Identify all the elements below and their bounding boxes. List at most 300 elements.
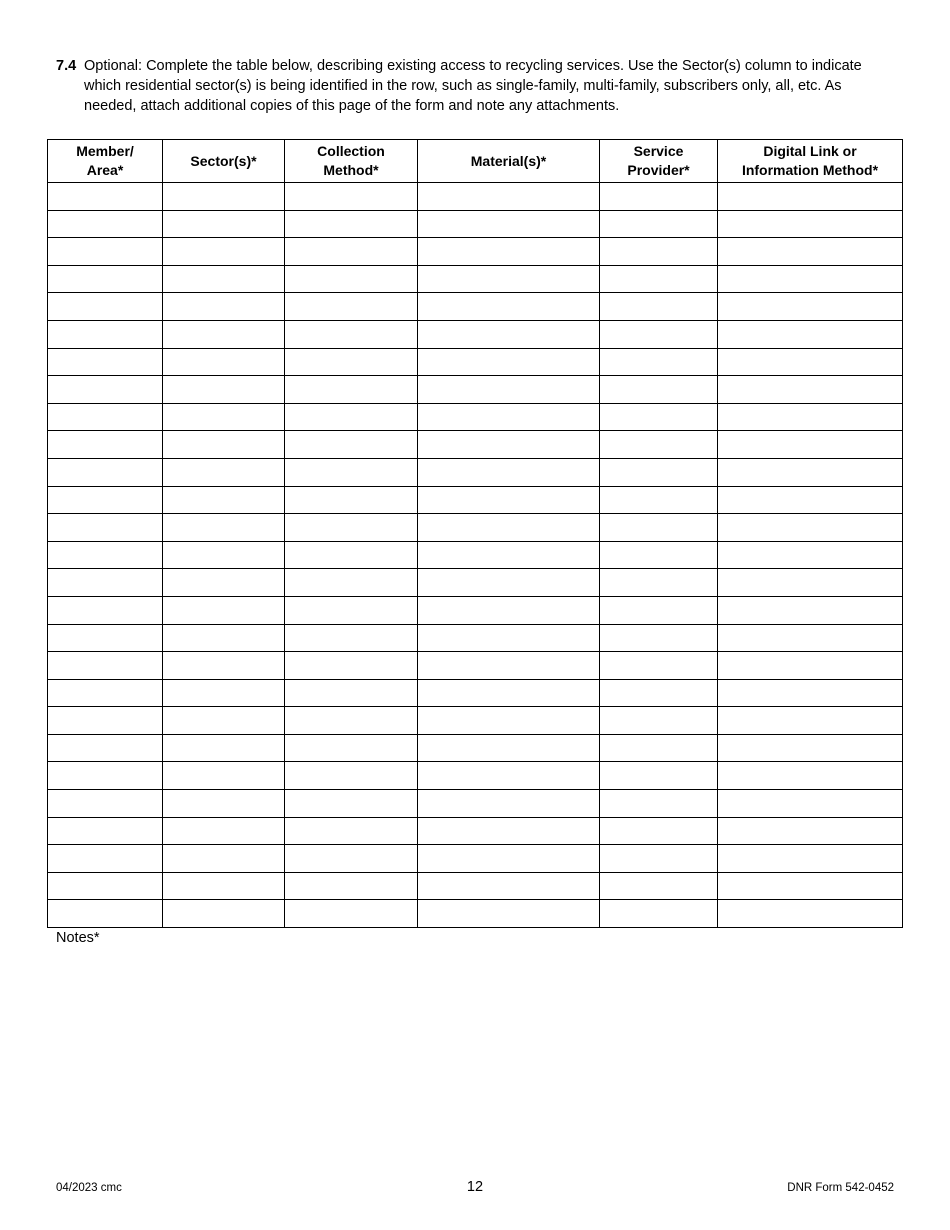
cell-member-area-input[interactable] bbox=[48, 900, 162, 927]
cell-member-area-input[interactable] bbox=[48, 211, 162, 238]
cell-materials bbox=[418, 376, 600, 404]
cell-materials-input[interactable] bbox=[418, 514, 599, 541]
cell-collection-method bbox=[285, 817, 418, 845]
cell-sectors bbox=[163, 541, 285, 569]
table-row bbox=[48, 762, 903, 790]
cell-sectors bbox=[163, 762, 285, 790]
cell-member-area bbox=[48, 265, 163, 293]
cell-materials-input[interactable] bbox=[418, 431, 599, 458]
cell-materials-input[interactable] bbox=[418, 707, 599, 734]
cell-digital-link-input[interactable] bbox=[718, 266, 902, 293]
cell-collection-method bbox=[285, 376, 418, 404]
cell-materials bbox=[418, 183, 600, 211]
table-header-row bbox=[48, 140, 903, 183]
cell-collection-method-input[interactable] bbox=[285, 818, 417, 845]
cell-sectors bbox=[163, 596, 285, 624]
cell-materials-input[interactable] bbox=[418, 404, 599, 431]
cell-materials-input[interactable] bbox=[418, 569, 599, 596]
cell-collection-method-input[interactable] bbox=[285, 845, 417, 872]
cell-member-area-input[interactable] bbox=[48, 349, 162, 376]
cell-service-provider-input[interactable] bbox=[600, 431, 717, 458]
cell-collection-method-input[interactable] bbox=[285, 873, 417, 900]
cell-digital-link bbox=[718, 734, 903, 762]
cell-service-provider bbox=[600, 762, 718, 790]
cell-service-provider bbox=[600, 348, 718, 376]
cell-sectors bbox=[163, 514, 285, 542]
cell-digital-link bbox=[718, 569, 903, 597]
cell-collection-method-input[interactable] bbox=[285, 404, 417, 431]
cell-digital-link bbox=[718, 431, 903, 459]
cell-member-area-input[interactable] bbox=[48, 680, 162, 707]
cell-materials-input[interactable] bbox=[418, 376, 599, 403]
cell-service-provider-input[interactable] bbox=[600, 211, 717, 238]
cell-collection-method bbox=[285, 652, 418, 680]
cell-member-area bbox=[48, 817, 163, 845]
cell-service-provider bbox=[600, 569, 718, 597]
cell-materials-input[interactable] bbox=[418, 735, 599, 762]
cell-service-provider-input[interactable] bbox=[600, 293, 717, 320]
cell-digital-link-input[interactable] bbox=[718, 762, 902, 789]
cell-collection-method-input[interactable] bbox=[285, 762, 417, 789]
cell-digital-link-input[interactable] bbox=[718, 238, 902, 265]
table-row bbox=[48, 210, 903, 238]
cell-materials-input[interactable] bbox=[418, 900, 599, 927]
cell-member-area-input[interactable] bbox=[48, 845, 162, 872]
cell-digital-link bbox=[718, 652, 903, 680]
cell-member-area bbox=[48, 734, 163, 762]
column-header-sectors bbox=[163, 140, 285, 183]
cell-digital-link-input[interactable] bbox=[718, 514, 902, 541]
cell-service-provider-input[interactable] bbox=[600, 818, 717, 845]
cell-member-area-input[interactable] bbox=[48, 487, 162, 514]
cell-collection-method bbox=[285, 486, 418, 514]
table-row bbox=[48, 486, 903, 514]
cell-sectors bbox=[163, 845, 285, 873]
cell-sectors-input[interactable] bbox=[163, 514, 284, 541]
cell-member-area-input[interactable] bbox=[48, 266, 162, 293]
cell-service-provider bbox=[600, 845, 718, 873]
cell-collection-method-input[interactable] bbox=[285, 569, 417, 596]
cell-service-provider-input[interactable] bbox=[600, 376, 717, 403]
cell-collection-method bbox=[285, 734, 418, 762]
cell-service-provider-input[interactable] bbox=[600, 404, 717, 431]
cell-member-area bbox=[48, 348, 163, 376]
cell-digital-link bbox=[718, 320, 903, 348]
cell-materials bbox=[418, 734, 600, 762]
cell-collection-method bbox=[285, 762, 418, 790]
cell-sectors bbox=[163, 486, 285, 514]
cell-materials-input[interactable] bbox=[418, 349, 599, 376]
cell-sectors-input[interactable] bbox=[163, 652, 284, 679]
cell-member-area bbox=[48, 183, 163, 211]
cell-service-provider-input[interactable] bbox=[600, 597, 717, 624]
cell-materials-input[interactable] bbox=[418, 293, 599, 320]
cell-collection-method-input[interactable] bbox=[285, 376, 417, 403]
cell-collection-method bbox=[285, 348, 418, 376]
cell-collection-method-input[interactable] bbox=[285, 514, 417, 541]
page-number: 12 bbox=[466, 1179, 484, 1195]
cell-digital-link bbox=[718, 293, 903, 321]
table-row bbox=[48, 183, 903, 211]
cell-collection-method-input[interactable] bbox=[285, 431, 417, 458]
cell-materials bbox=[418, 348, 600, 376]
cell-collection-method bbox=[285, 569, 418, 597]
cell-materials bbox=[418, 431, 600, 459]
cell-materials bbox=[418, 762, 600, 790]
cell-member-area-input[interactable] bbox=[48, 790, 162, 817]
column-header-digital-link bbox=[718, 140, 903, 183]
cell-service-provider bbox=[600, 293, 718, 321]
cell-service-provider bbox=[600, 376, 718, 404]
cell-service-provider-input[interactable] bbox=[600, 487, 717, 514]
cell-sectors-input[interactable] bbox=[163, 376, 284, 403]
cell-sectors bbox=[163, 403, 285, 431]
cell-digital-link-input[interactable] bbox=[718, 431, 902, 458]
cell-collection-method bbox=[285, 265, 418, 293]
table-row bbox=[48, 652, 903, 680]
cell-collection-method-input[interactable] bbox=[285, 266, 417, 293]
cell-collection-method-input[interactable] bbox=[285, 238, 417, 265]
cell-service-provider bbox=[600, 541, 718, 569]
cell-member-area bbox=[48, 652, 163, 680]
notes-label: Notes* bbox=[56, 930, 100, 946]
cell-digital-link-input[interactable] bbox=[718, 211, 902, 238]
cell-collection-method bbox=[285, 541, 418, 569]
cell-collection-method bbox=[285, 790, 418, 818]
cell-digital-link-input[interactable] bbox=[718, 680, 902, 707]
cell-member-area bbox=[48, 320, 163, 348]
cell-member-area-input[interactable] bbox=[48, 293, 162, 320]
cell-member-area bbox=[48, 514, 163, 542]
table-row bbox=[48, 872, 903, 900]
column-header-member-area bbox=[48, 140, 163, 183]
cell-digital-link bbox=[718, 376, 903, 404]
cell-service-provider-input[interactable] bbox=[600, 625, 717, 652]
cell-collection-method-input[interactable] bbox=[285, 900, 417, 927]
cell-sectors-input[interactable] bbox=[163, 321, 284, 348]
header-line: Digital Link or bbox=[763, 143, 857, 159]
cell-collection-method-input[interactable] bbox=[285, 459, 417, 486]
cell-collection-method-input[interactable] bbox=[285, 597, 417, 624]
cell-sectors bbox=[163, 569, 285, 597]
cell-member-area-input[interactable] bbox=[48, 569, 162, 596]
cell-digital-link-input[interactable] bbox=[718, 293, 902, 320]
cell-materials-input[interactable] bbox=[418, 321, 599, 348]
cell-sectors-input[interactable] bbox=[163, 183, 284, 210]
header-line: Sector(s)* bbox=[190, 152, 257, 169]
cell-digital-link-input[interactable] bbox=[718, 459, 902, 486]
cell-collection-method-input[interactable] bbox=[285, 542, 417, 569]
cell-service-provider bbox=[600, 707, 718, 735]
cell-sectors-input[interactable] bbox=[163, 293, 284, 320]
cell-sectors-input[interactable] bbox=[163, 818, 284, 845]
cell-digital-link-input[interactable] bbox=[718, 735, 902, 762]
cell-materials bbox=[418, 624, 600, 652]
cell-digital-link-input[interactable] bbox=[718, 900, 902, 927]
cell-member-area bbox=[48, 431, 163, 459]
table-row bbox=[48, 596, 903, 624]
cell-sectors bbox=[163, 624, 285, 652]
cell-member-area bbox=[48, 210, 163, 238]
cell-digital-link-input[interactable] bbox=[718, 487, 902, 514]
cell-sectors bbox=[163, 707, 285, 735]
cell-sectors-input[interactable] bbox=[163, 845, 284, 872]
cell-materials bbox=[418, 845, 600, 873]
cell-service-provider bbox=[600, 624, 718, 652]
cell-digital-link-input[interactable] bbox=[718, 349, 902, 376]
cell-member-area-input[interactable] bbox=[48, 762, 162, 789]
cell-member-area bbox=[48, 762, 163, 790]
cell-member-area bbox=[48, 403, 163, 431]
cell-digital-link-input[interactable] bbox=[718, 707, 902, 734]
cell-sectors bbox=[163, 652, 285, 680]
cell-member-area bbox=[48, 569, 163, 597]
header-line: Collection bbox=[317, 143, 385, 159]
cell-sectors bbox=[163, 790, 285, 818]
cell-materials bbox=[418, 458, 600, 486]
cell-materials-input[interactable] bbox=[418, 845, 599, 872]
cell-digital-link-input[interactable] bbox=[718, 183, 902, 210]
cell-service-provider bbox=[600, 210, 718, 238]
cell-materials bbox=[418, 403, 600, 431]
cell-materials-input[interactable] bbox=[418, 266, 599, 293]
cell-service-provider-input[interactable] bbox=[600, 459, 717, 486]
cell-sectors-input[interactable] bbox=[163, 735, 284, 762]
table-row bbox=[48, 707, 903, 735]
cell-service-provider-input[interactable] bbox=[600, 790, 717, 817]
cell-service-provider-input[interactable] bbox=[600, 238, 717, 265]
cell-sectors-input[interactable] bbox=[163, 349, 284, 376]
table-row bbox=[48, 238, 903, 266]
cell-service-provider bbox=[600, 486, 718, 514]
cell-digital-link bbox=[718, 707, 903, 735]
cell-sectors-input[interactable] bbox=[163, 873, 284, 900]
cell-digital-link bbox=[718, 762, 903, 790]
cell-sectors bbox=[163, 817, 285, 845]
cell-digital-link bbox=[718, 900, 903, 928]
cell-sectors-input[interactable] bbox=[163, 569, 284, 596]
cell-service-provider-input[interactable] bbox=[600, 873, 717, 900]
cell-service-provider-input[interactable] bbox=[600, 845, 717, 872]
header-line: Information Method* bbox=[741, 162, 879, 178]
cell-materials-input[interactable] bbox=[418, 873, 599, 900]
cell-materials-input[interactable] bbox=[418, 625, 599, 652]
cell-member-area-input[interactable] bbox=[48, 321, 162, 348]
cell-materials-input[interactable] bbox=[418, 652, 599, 679]
cell-digital-link-input[interactable] bbox=[718, 873, 902, 900]
cell-member-area-input[interactable] bbox=[48, 459, 162, 486]
cell-member-area bbox=[48, 458, 163, 486]
cell-materials-input[interactable] bbox=[418, 762, 599, 789]
cell-service-provider-input[interactable] bbox=[600, 542, 717, 569]
cell-member-area-input[interactable] bbox=[48, 404, 162, 431]
cell-materials-input[interactable] bbox=[418, 459, 599, 486]
notes-field[interactable] bbox=[56, 952, 900, 1156]
cell-digital-link bbox=[718, 679, 903, 707]
cell-materials-input[interactable] bbox=[418, 487, 599, 514]
cell-collection-method-input[interactable] bbox=[285, 680, 417, 707]
column-header-collection-method bbox=[285, 140, 418, 183]
cell-collection-method bbox=[285, 624, 418, 652]
cell-materials-input[interactable] bbox=[418, 183, 599, 210]
cell-service-provider bbox=[600, 183, 718, 211]
cell-sectors-input[interactable] bbox=[163, 238, 284, 265]
cell-sectors-input[interactable] bbox=[163, 762, 284, 789]
cell-digital-link bbox=[718, 624, 903, 652]
cell-digital-link-input[interactable] bbox=[718, 597, 902, 624]
cell-collection-method-input[interactable] bbox=[285, 652, 417, 679]
cell-collection-method bbox=[285, 293, 418, 321]
cell-service-provider-input[interactable] bbox=[600, 183, 717, 210]
cell-collection-method bbox=[285, 679, 418, 707]
cell-collection-method bbox=[285, 458, 418, 486]
cell-service-provider-input[interactable] bbox=[600, 707, 717, 734]
cell-collection-method-input[interactable] bbox=[285, 349, 417, 376]
cell-member-area-input[interactable] bbox=[48, 183, 162, 210]
cell-sectors-input[interactable] bbox=[163, 597, 284, 624]
cell-sectors bbox=[163, 348, 285, 376]
cell-member-area-input[interactable] bbox=[48, 873, 162, 900]
cell-sectors bbox=[163, 320, 285, 348]
cell-service-provider bbox=[600, 679, 718, 707]
cell-sectors bbox=[163, 679, 285, 707]
cell-digital-link-input[interactable] bbox=[718, 818, 902, 845]
cell-member-area-input[interactable] bbox=[48, 597, 162, 624]
cell-member-area bbox=[48, 790, 163, 818]
cell-member-area bbox=[48, 707, 163, 735]
column-header-materials bbox=[418, 140, 600, 183]
header-line: Service bbox=[633, 143, 684, 159]
cell-sectors-input[interactable] bbox=[163, 431, 284, 458]
cell-digital-link-input[interactable] bbox=[718, 321, 902, 348]
cell-materials-input[interactable] bbox=[418, 542, 599, 569]
cell-service-provider-input[interactable] bbox=[600, 514, 717, 541]
cell-service-provider-input[interactable] bbox=[600, 652, 717, 679]
cell-member-area-input[interactable] bbox=[48, 431, 162, 458]
cell-member-area-input[interactable] bbox=[48, 514, 162, 541]
cell-digital-link-input[interactable] bbox=[718, 404, 902, 431]
cell-collection-method bbox=[285, 845, 418, 873]
section-7-4 bbox=[56, 56, 876, 116]
cell-service-provider-input[interactable] bbox=[600, 762, 717, 789]
cell-materials-input[interactable] bbox=[418, 597, 599, 624]
cell-sectors bbox=[163, 872, 285, 900]
table-row bbox=[48, 348, 903, 376]
cell-collection-method-input[interactable] bbox=[285, 293, 417, 320]
cell-materials bbox=[418, 320, 600, 348]
cell-member-area-input[interactable] bbox=[48, 376, 162, 403]
cell-sectors-input[interactable] bbox=[163, 900, 284, 927]
cell-materials-input[interactable] bbox=[418, 211, 599, 238]
cell-sectors bbox=[163, 183, 285, 211]
cell-collection-method-input[interactable] bbox=[285, 735, 417, 762]
cell-digital-link-input[interactable] bbox=[718, 569, 902, 596]
cell-collection-method-input[interactable] bbox=[285, 625, 417, 652]
cell-sectors-input[interactable] bbox=[163, 459, 284, 486]
cell-service-provider bbox=[600, 652, 718, 680]
header-line: Member/ bbox=[76, 143, 134, 159]
cell-sectors-input[interactable] bbox=[163, 625, 284, 652]
cell-collection-method bbox=[285, 238, 418, 266]
cell-sectors-input[interactable] bbox=[163, 211, 284, 238]
cell-digital-link bbox=[718, 265, 903, 293]
cell-service-provider-input[interactable] bbox=[600, 900, 717, 927]
cell-member-area-input[interactable] bbox=[48, 652, 162, 679]
cell-collection-method-input[interactable] bbox=[285, 487, 417, 514]
cell-digital-link-input[interactable] bbox=[718, 376, 902, 403]
table-row bbox=[48, 320, 903, 348]
cell-member-area-input[interactable] bbox=[48, 542, 162, 569]
cell-sectors-input[interactable] bbox=[163, 404, 284, 431]
cell-materials-input[interactable] bbox=[418, 680, 599, 707]
table-body bbox=[48, 183, 903, 928]
cell-service-provider bbox=[600, 790, 718, 818]
cell-member-area-input[interactable] bbox=[48, 238, 162, 265]
cell-sectors bbox=[163, 238, 285, 266]
cell-sectors-input[interactable] bbox=[163, 487, 284, 514]
cell-digital-link-input[interactable] bbox=[718, 542, 902, 569]
cell-service-provider-input[interactable] bbox=[600, 349, 717, 376]
cell-materials bbox=[418, 679, 600, 707]
cell-materials-input[interactable] bbox=[418, 238, 599, 265]
cell-collection-method-input[interactable] bbox=[285, 321, 417, 348]
cell-materials bbox=[418, 872, 600, 900]
cell-member-area-input[interactable] bbox=[48, 818, 162, 845]
cell-digital-link-input[interactable] bbox=[718, 652, 902, 679]
cell-sectors-input[interactable] bbox=[163, 680, 284, 707]
cell-service-provider-input[interactable] bbox=[600, 735, 717, 762]
cell-member-area-input[interactable] bbox=[48, 625, 162, 652]
cell-member-area bbox=[48, 541, 163, 569]
cell-member-area bbox=[48, 845, 163, 873]
cell-materials bbox=[418, 817, 600, 845]
cell-sectors-input[interactable] bbox=[163, 542, 284, 569]
cell-service-provider-input[interactable] bbox=[600, 321, 717, 348]
cell-service-provider bbox=[600, 872, 718, 900]
cell-service-provider-input[interactable] bbox=[600, 266, 717, 293]
section-number: 7.4 bbox=[56, 58, 77, 74]
cell-digital-link-input[interactable] bbox=[718, 625, 902, 652]
cell-service-provider bbox=[600, 320, 718, 348]
cell-materials-input[interactable] bbox=[418, 790, 599, 817]
cell-collection-method-input[interactable] bbox=[285, 211, 417, 238]
cell-sectors bbox=[163, 210, 285, 238]
cell-service-provider-input[interactable] bbox=[600, 569, 717, 596]
footer-revision: 04/2023 cmc bbox=[56, 1182, 122, 1194]
cell-materials bbox=[418, 238, 600, 266]
cell-digital-link-input[interactable] bbox=[718, 845, 902, 872]
cell-service-provider bbox=[600, 458, 718, 486]
cell-sectors-input[interactable] bbox=[163, 790, 284, 817]
cell-collection-method bbox=[285, 183, 418, 211]
table-row bbox=[48, 514, 903, 542]
cell-digital-link bbox=[718, 541, 903, 569]
column-header-service-provider bbox=[600, 140, 718, 183]
cell-member-area-input[interactable] bbox=[48, 735, 162, 762]
cell-member-area bbox=[48, 293, 163, 321]
cell-sectors bbox=[163, 431, 285, 459]
cell-sectors-input[interactable] bbox=[163, 707, 284, 734]
cell-collection-method-input[interactable] bbox=[285, 790, 417, 817]
cell-digital-link-input[interactable] bbox=[718, 790, 902, 817]
cell-member-area-input[interactable] bbox=[48, 707, 162, 734]
cell-materials-input[interactable] bbox=[418, 818, 599, 845]
cell-sectors-input[interactable] bbox=[163, 266, 284, 293]
cell-digital-link bbox=[718, 872, 903, 900]
cell-collection-method-input[interactable] bbox=[285, 707, 417, 734]
cell-service-provider-input[interactable] bbox=[600, 680, 717, 707]
cell-collection-method-input[interactable] bbox=[285, 183, 417, 210]
